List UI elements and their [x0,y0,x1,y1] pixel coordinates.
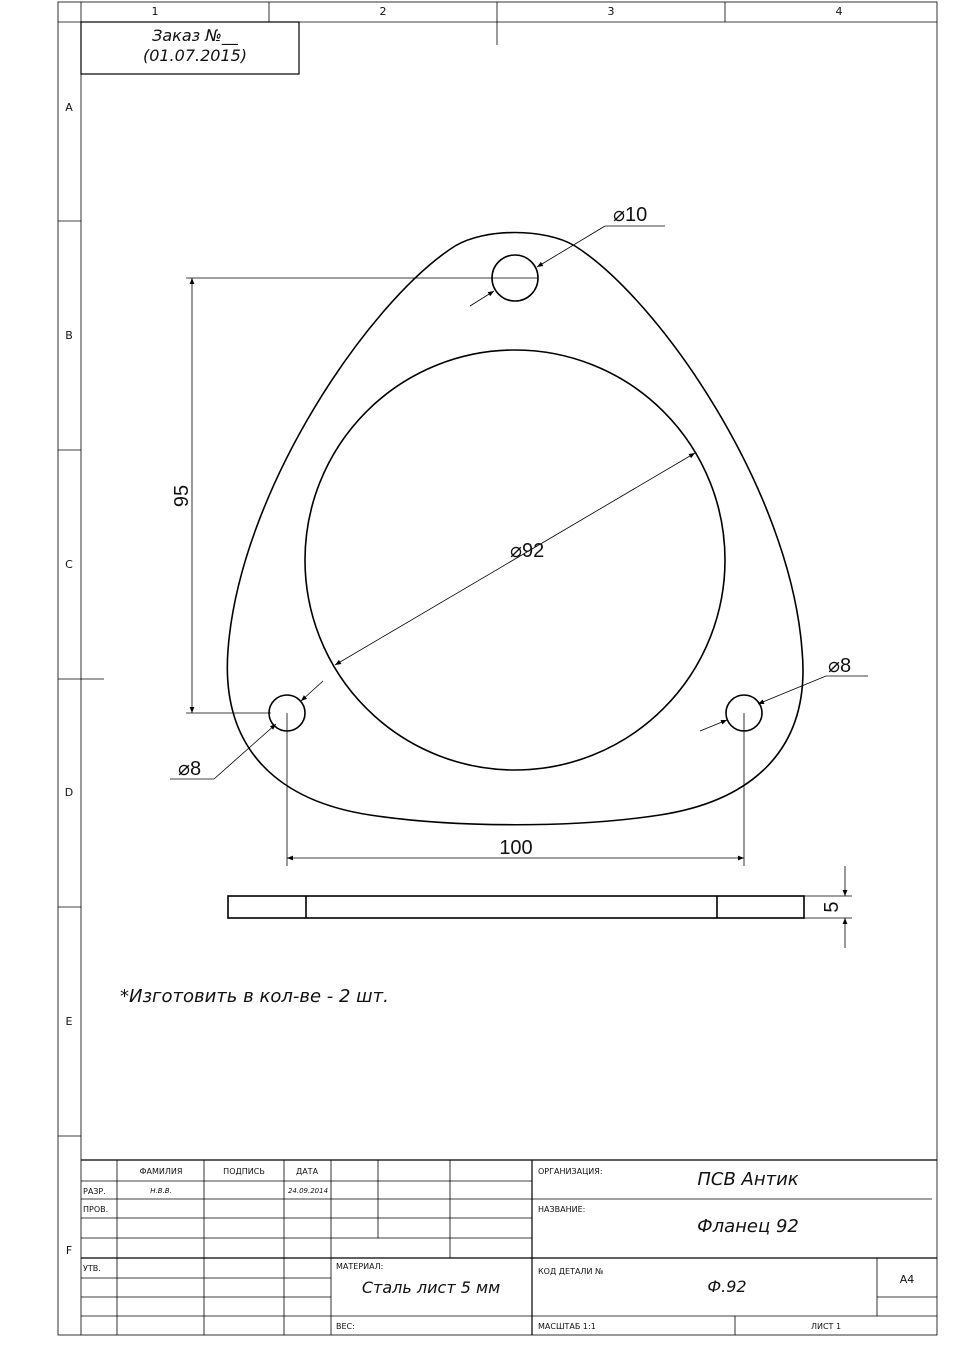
material-label: МАТЕРИАЛ: [336,1262,384,1271]
header-surname: ФАМИЛИЯ [139,1167,183,1176]
flange-outline [227,233,803,825]
dim-bore [335,453,695,665]
dim-thickness-text: 5 [821,901,843,913]
zone-row-d: D [64,786,74,799]
sheet-frame [58,2,937,1335]
side-view [228,896,804,918]
name-value: Фланец 92 [697,1216,799,1237]
name-label: НАЗВАНИЕ: [538,1205,586,1214]
zone-row-b: B [65,329,73,342]
title-block [81,1160,937,1335]
dim-spacing [287,713,744,866]
developer-date: 24.09.2014 [287,1187,329,1195]
developer-name: Н.В.В. [150,1187,172,1195]
zone-row-c: C [65,558,73,571]
format-value: А4 [899,1273,915,1286]
zone-row-e: E [65,1015,73,1028]
zone-col-4: 4 [835,5,843,18]
dim-spacing-text: 100 [499,837,533,859]
scale-label: МАСШТАБ 1:1 [538,1322,596,1331]
dim-height [171,278,538,713]
zone-col-1: 1 [151,5,159,18]
weight-label: ВЕС: [336,1322,355,1331]
part-code-label: КОД ДЕТАЛИ № [538,1267,604,1276]
zone-row-f: F [65,1244,73,1257]
dim-right-hole-text: ⌀8 [828,655,852,677]
header-date: ДАТА [295,1167,319,1176]
quantity-note: *Изготовить в кол-ве - 2 шт. [120,986,389,1007]
zone-col-3: 3 [607,5,615,18]
order-number: Заказ №__ [152,26,238,45]
dim-left-hole-text: ⌀8 [178,758,202,780]
zone-row-a: A [65,101,73,114]
dim-bore-text: ⌀92 [510,540,545,562]
row-approved: УТВ. [83,1264,101,1273]
row-developer: РАЗР. [83,1187,106,1196]
zone-col-2: 2 [379,5,387,18]
dim-top-hole-text: ⌀10 [613,204,648,226]
dim-thickness [804,866,852,948]
material-value: Сталь лист 5 мм [361,1278,501,1297]
row-checker: ПРОВ. [83,1205,109,1214]
order-box [81,22,299,74]
dim-right-hole [700,655,868,731]
organization-label: ОРГАНИЗАЦИЯ: [538,1167,603,1176]
sheet-label: ЛИСТ 1 [810,1322,842,1331]
order-date: (01.07.2015) [142,46,248,65]
header-signature: ПОДПИСЬ [223,1167,265,1176]
part-code-value: Ф.92 [707,1277,747,1296]
organization-value: ПСВ Антик [697,1169,799,1190]
dim-height-text: 95 [171,484,193,508]
dim-top-hole [470,204,665,306]
dim-left-hole [170,681,323,780]
